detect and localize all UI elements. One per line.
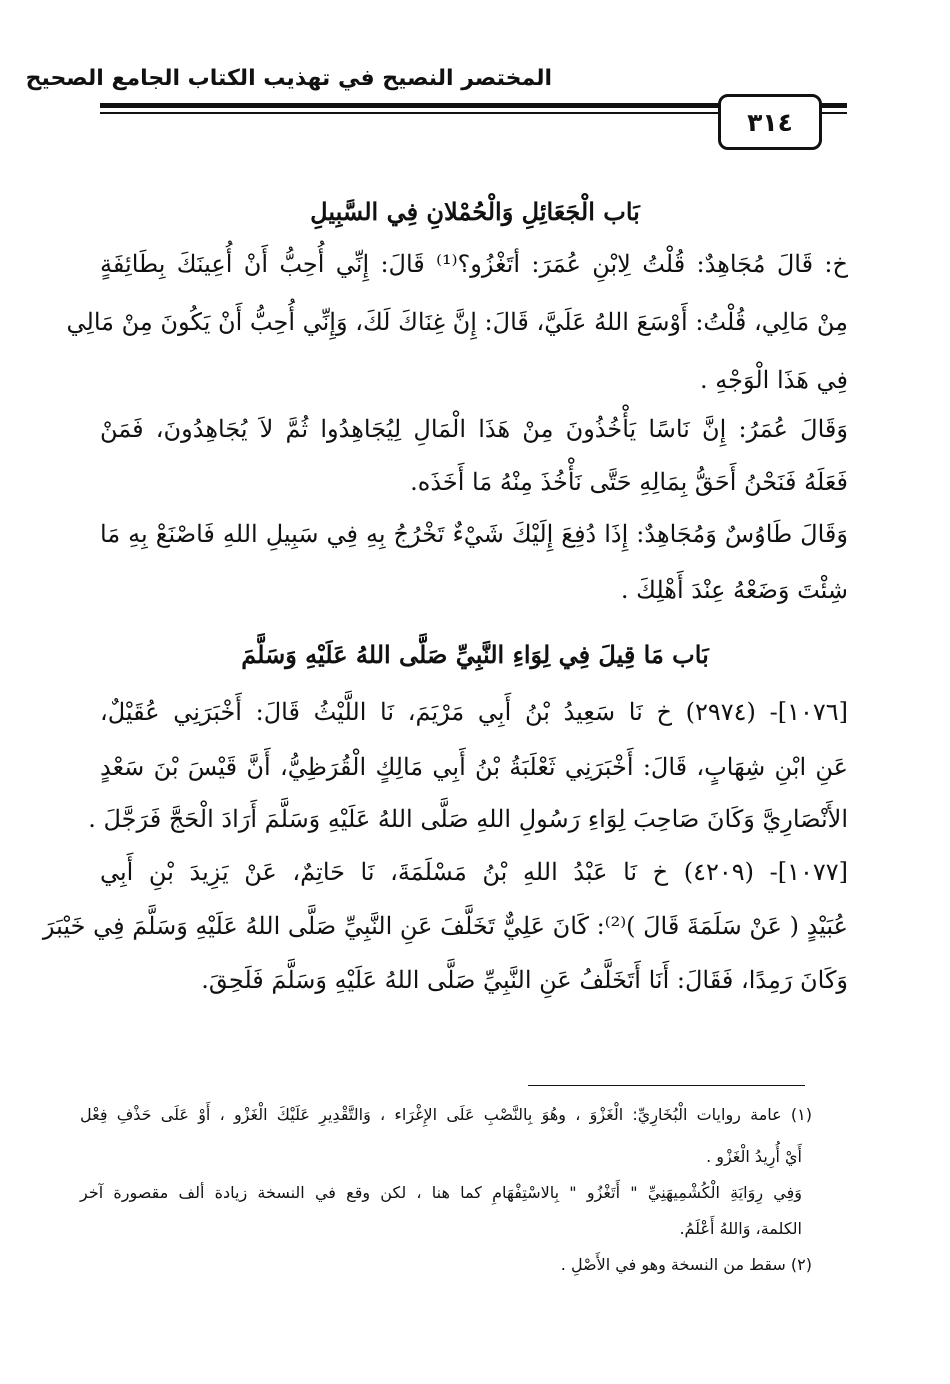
body-line: مِنْ مَالِي، قُلْتُ: أَوْسَعَ اللهُ عَلَيَّ، قَالَ: إِنَّ غِنَاكَ لَكَ، وَإِنِّي أُحِبُّ أَنْ يَكُونَ مِنْ مَالِي bbox=[66, 308, 848, 336]
footnote-line: (٢) سقط من النسخة وهو في الأَصْلِ . bbox=[560, 1255, 812, 1274]
running-title: المختصر النصيح في تهذيب الكتاب الجامع الصحيح bbox=[25, 66, 552, 91]
chapter-heading-1: بَاب الْجَعَائِلِ وَالْحُمْلانِ فِي السَّبِيلِ bbox=[310, 197, 640, 226]
hadith-line: عُبَيْدٍ ( عَنْ سَلَمَةَ قَالَ )⁽²⁾: كَانَ عَلِيٌّ تَخَلَّفَ عَنِ النَّبِيِّ صَلَّى اللهُ عَلَيْهِ وَسَلَّمَ فِي خَيْبَرَ bbox=[42, 912, 848, 940]
body-line: فَعَلَهُ فَنَحْنُ أَحَقُّ بِمَالِهِ حَتَّى نَأْخُذَ مِنْهُ مَا أَخَذَه. bbox=[410, 468, 848, 496]
footnote-line: وَفِي رِوَايَةِ الْكُشْمِيهَنِيِّ " أَتَغْزُو " بِالاسْتِفْهَامِ كما هنا ، لكن وقع في النسخة زيادة ألف مقصورة آخر bbox=[80, 1183, 802, 1202]
hadith-line: [١٠٧٧]- (٤٢٠٩) خ نَا عَبْدُ اللهِ بْنُ مَسْلَمَةَ، نَا حَاتِمٌ، عَنْ يَزِيدَ بْنِ أَبِي bbox=[100, 858, 848, 886]
hadith-line: عَنِ ابْنِ شِهَابٍ، قَالَ: أَخْبَرَنِي ثَعْلَبَةُ بْنُ أَبِي مَالِكٍ الْقُرَظِيُّ، أَنَّ قَيْسَ بْنَ سَعْدٍ bbox=[100, 753, 849, 781]
footnote-line: الكلمة، وَاللهُ أَعْلَمُ. bbox=[679, 1219, 802, 1238]
hadith-line: وَكَانَ رَمِدًا، فَقَالَ: أَنَا أَتَخَلَّفُ عَنِ النَّبِيِّ صَلَّى اللهُ عَلَيْهِ وَسَلَّمَ فَلَحِقَ. bbox=[201, 966, 848, 994]
footnote-separator bbox=[528, 1085, 805, 1086]
body-line: وَقَالَ طَاوُسٌ وَمُجَاهِدٌ: إِذَا دُفِعَ إِلَيْكَ شَيْءٌ تَخْرُجُ بِهِ فِي سَبِيلِ اللهِ فَاصْنَعْ بِهِ مَا bbox=[100, 520, 848, 548]
chapter-heading-2: بَاب مَا قِيلَ فِي لِوَاءِ النَّبِيِّ صَلَّى اللهُ عَلَيْهِ وَسَلَّمَ bbox=[241, 640, 709, 669]
body-line: وَقَالَ عُمَرُ: إِنَّ نَاسًا يَأْخُذُونَ مِنْ هَذَا الْمَالِ لِيُجَاهِدُوا ثُمَّ لاَ يُجَاهِدُونَ، فَمَنْ bbox=[100, 415, 848, 443]
page-number: ٣١٤ bbox=[718, 94, 822, 150]
body-line: فِي هَذَا الْوَجْهِ . bbox=[700, 366, 848, 394]
hadith-line: الأَنْصَارِيَّ وَكَانَ صَاحِبَ لِوَاءِ رَسُولِ اللهِ صَلَّى اللهُ عَلَيْهِ وَسَلَّمَ أَرَادَ الْحَجَّ فَرَجَّلَ . bbox=[88, 805, 848, 833]
footnote-line: (١) عامة روايات الْبُخَارِيِّ: الْغَزْوَ ، وهُوَ بِالنَّصْبِ عَلَى الإِغْرَاء ، وَالتَّقْدِيرِ عَلَيْكَ الْغَزْو ، أَوْ عَلَى حَذْفِ فِعْل bbox=[80, 1105, 812, 1124]
body-line: خ: قَالَ مُجَاهِدٌ: قُلْتُ لِابْنِ عُمَرَ: أتَغْزُو؟⁽¹⁾ قَالَ: إِنِّي أُحِبُّ أَنْ أُعِينَكَ بِطَائِفَةٍ bbox=[100, 250, 848, 278]
footnote-line: أَيْ أُرِيدُ الْغَزْو . bbox=[706, 1147, 802, 1166]
body-line: شِئْتَ وَضَعْهُ عِنْدَ أَهْلِكَ . bbox=[620, 576, 848, 604]
hadith-line: [١٠٧٦]- (٢٩٧٤) خ نَا سَعِيدُ بْنُ أَبِي مَرْيَمَ، نَا اللَّيْثُ قَالَ: أَخْبَرَنِي عُقَيْلٌ، bbox=[100, 698, 848, 726]
